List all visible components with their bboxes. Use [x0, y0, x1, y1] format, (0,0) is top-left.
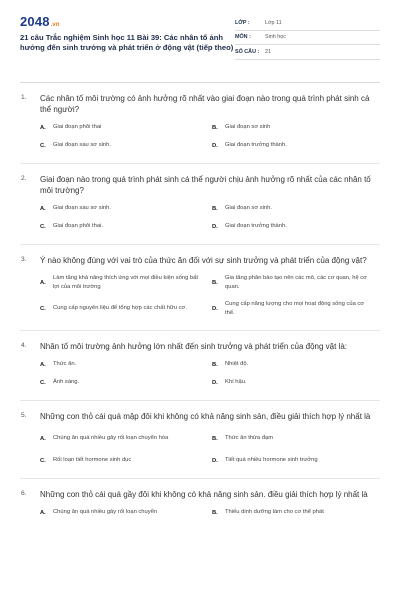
option-text: Giai đoạn phôi thai — [53, 124, 102, 131]
question-text: Những con thỏ cái quá mập đôi khi không có khả năng sinh sản, điều giải thích hợp lý nhất là — [40, 412, 371, 421]
option-text: Giai đoạn sau sơ sinh. — [53, 205, 111, 212]
option-letter: D. — [212, 306, 218, 312]
option-d[interactable] — [212, 139, 380, 153]
meta-table — [235, 16, 380, 76]
option-text: Cung cấp nguyên liệu để tổng hợp các chất hữu cơ. — [53, 305, 187, 312]
option-text: Giai đoạn sơ sinh — [225, 124, 271, 131]
option-a[interactable] — [40, 358, 212, 372]
brand-logo[interactable] — [20, 14, 235, 29]
options-grid — [40, 121, 380, 153]
option-d[interactable] — [212, 298, 380, 320]
question-4 — [20, 341, 380, 390]
option-text: Rối loạn tiết hormone sinh dục — [53, 457, 132, 464]
question-number: 1. — [21, 94, 27, 101]
option-text: Khí hậu. — [225, 379, 247, 386]
question-2 — [20, 174, 380, 234]
option-a[interactable] — [40, 428, 212, 450]
option-letter: D. — [212, 143, 218, 149]
option-text: Chúng ăn quá nhiều gây rối loạn chuyển hóa — [53, 435, 169, 442]
options-grid — [40, 358, 380, 390]
option-a[interactable] — [40, 506, 212, 520]
options-grid — [40, 272, 380, 320]
option-text: Thức ăn thừa đạm — [225, 435, 274, 442]
option-letter: A. — [40, 125, 46, 131]
option-letter: D. — [212, 458, 218, 464]
meta-value: Lớp 11 — [265, 19, 282, 26]
option-letter: A. — [40, 510, 46, 516]
option-c[interactable] — [40, 220, 212, 234]
option-b[interactable] — [212, 428, 380, 450]
option-letter: B. — [212, 436, 218, 442]
options-grid — [40, 202, 380, 234]
option-a[interactable] — [40, 272, 212, 294]
option-b[interactable] — [212, 202, 380, 216]
question-separator — [20, 400, 380, 401]
brand-name: 2048 — [20, 14, 50, 29]
option-a[interactable] — [40, 202, 212, 216]
option-text: Giai đoạn trưởng thành. — [225, 142, 287, 149]
question-separator — [20, 330, 380, 331]
option-d[interactable] — [212, 376, 380, 390]
meta-value: Sinh học — [265, 34, 286, 41]
meta-key: SỐ CÂU : — [235, 48, 260, 55]
option-text: Giai đoạn phôi thai. — [53, 223, 103, 230]
option-letter: B. — [212, 280, 218, 286]
option-letter: B. — [212, 206, 218, 212]
option-letter: C. — [40, 458, 46, 464]
header-left — [20, 14, 235, 76]
option-letter: C. — [40, 143, 46, 149]
question-5 — [20, 411, 380, 468]
question-1 — [20, 93, 380, 153]
option-text: Tiết quá nhiều hormone sinh trưởng — [225, 457, 318, 464]
option-letter: D. — [212, 224, 218, 230]
option-letter: A. — [40, 362, 46, 368]
meta-key: LỚP : — [235, 19, 250, 26]
option-text: Thiếu dinh dưỡng làm cho cơ thể phát — [225, 509, 324, 516]
option-text: Cung cấp năng lượng cho mọi hoạt động sống của cơ thể. — [225, 300, 365, 316]
question-text: Các nhân tố môi trường có ảnh hưởng rõ nhất vào giai đoạn nào trong quá trình phát sinh cá thể người? — [40, 94, 370, 114]
option-letter: B. — [212, 362, 218, 368]
question-text: Những con thỏ cái quá gầy đôi khi không có khả năng sinh sản. điều giải thích hợp lý nhất là — [40, 490, 368, 499]
option-a[interactable] — [40, 121, 212, 135]
option-text: Giai đoạn sơ sinh. — [225, 205, 272, 212]
question-number: 6. — [21, 490, 27, 497]
question-number: 5. — [21, 412, 27, 419]
question-text: Giai đoạn nào trong quá trình phát sinh cá thể người chịu ảnh hưởng rõ nhất của các nhân tố môi trường? — [40, 175, 371, 195]
option-text: Thức ăn. — [53, 361, 77, 368]
question-separator — [20, 163, 380, 164]
option-c[interactable] — [40, 298, 212, 320]
option-b[interactable] — [212, 506, 380, 520]
option-letter: C. — [40, 224, 46, 230]
option-letter: C. — [40, 306, 46, 312]
question-number: 4. — [21, 342, 27, 349]
meta-value: 21 — [265, 48, 271, 55]
option-text: Ánh sáng. — [53, 379, 80, 386]
document-header — [20, 0, 380, 76]
option-text: Giai đoạn sau sơ sinh. — [53, 142, 111, 149]
question-text: Nhân tố môi trường ảnh hưởng lớn nhất đến sinh trưởng và phát triển của động vật là: — [40, 342, 348, 351]
option-text: Làm tăng khả năng thích ứng với mọi điều kiện sống bất lợi của môi trường — [53, 274, 198, 290]
meta-row-count — [235, 45, 380, 60]
question-6 — [20, 489, 380, 520]
option-d[interactable] — [212, 454, 380, 468]
question-text: Ý nào không đúng với vai trò của thức ăn đối với sự sinh trưởng và phát triển của động vật? — [40, 256, 367, 265]
option-text: Gia tăng phân bào tạo nên các mô, các cơ quan, hệ cơ quan. — [225, 274, 367, 290]
option-b[interactable] — [212, 358, 380, 372]
question-separator — [20, 478, 380, 479]
question-separator — [20, 244, 380, 245]
option-text: Chúng ăn quá nhiều gây rối loạn chuyển — [53, 509, 158, 516]
brand-tld: .vn — [50, 22, 60, 28]
option-c[interactable] — [40, 376, 212, 390]
meta-row-class — [235, 16, 380, 31]
question-number: 2. — [21, 175, 27, 182]
options-grid — [40, 428, 380, 468]
option-text: Giai đoạn trưởng thành. — [225, 223, 287, 230]
option-letter: A. — [40, 280, 46, 286]
question-number: 3. — [21, 256, 27, 263]
option-b[interactable] — [212, 272, 380, 294]
header-divider — [20, 82, 380, 83]
option-c[interactable] — [40, 454, 212, 468]
option-text: Nhiệt độ. — [225, 361, 249, 368]
meta-row-subject — [235, 31, 380, 46]
option-b[interactable] — [212, 121, 380, 135]
option-c[interactable] — [40, 139, 212, 153]
option-letter: D. — [212, 380, 218, 386]
option-letter: A. — [40, 436, 46, 442]
option-letter: A. — [40, 206, 46, 212]
option-d[interactable] — [212, 220, 380, 234]
option-letter: B. — [212, 510, 218, 516]
meta-key: MÔN : — [235, 34, 251, 41]
question-3 — [20, 255, 380, 320]
option-letter: B. — [212, 125, 218, 131]
option-letter: C. — [40, 380, 46, 386]
document-title: 21 câu Trắc nghiệm Sinh học 11 Bài 39: Các nhân tố ảnh hưởng đến sinh trưởng và phát triển ở động vật (tiếp theo) — [20, 33, 234, 52]
options-grid — [40, 506, 380, 520]
